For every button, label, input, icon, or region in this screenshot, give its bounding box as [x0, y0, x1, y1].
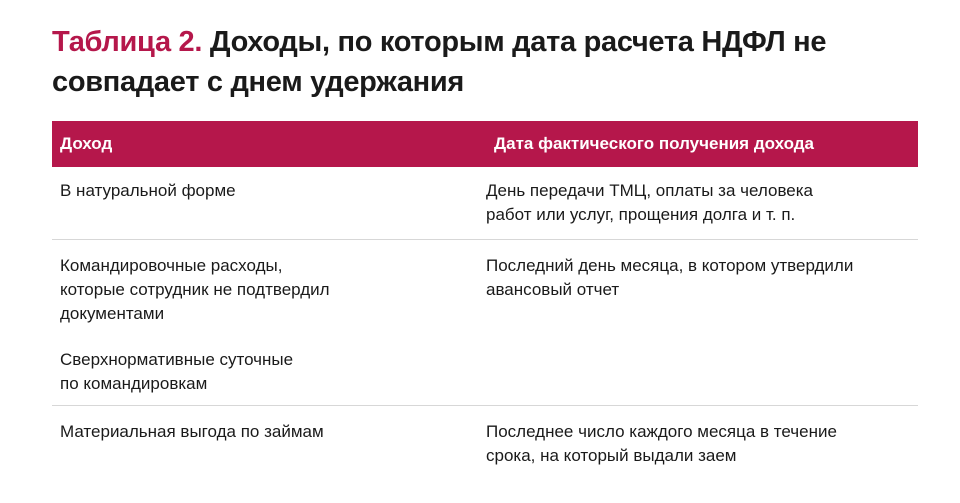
income-table: [52, 121, 918, 470]
table-row: [52, 167, 918, 240]
income-cell: [52, 420, 486, 470]
income-cell: [52, 179, 486, 239]
date-cell: Последний день месяца, в котором утвердили авансовый отчет: [486, 256, 854, 299]
income-cell: [52, 254, 486, 405]
paragraph-gap: [60, 326, 486, 348]
table-title: [52, 22, 932, 102]
income-text: Сверхнормативные суточные по командировкам: [60, 350, 294, 393]
table-title-text: Доходы, по которым дата расчета НДФЛ не совпадает с днем удержания: [52, 26, 827, 98]
date-cell: День передачи ТМЦ, оплаты за человека работ или услуг, прощения долга и т. п.: [486, 181, 814, 224]
table-number: Таблица 2.: [52, 26, 203, 58]
income-text: Командировочные расходы, которые сотрудник не подтвердил документами: [60, 256, 330, 323]
header-date: Дата фактического получения дохода: [494, 134, 815, 153]
income-text: Материальная выгода по займам: [60, 422, 324, 441]
income-text: В натуральной форме: [60, 181, 236, 200]
date-cell: Последнее число каждого месяца в течение срока, на который выдали заем: [486, 422, 837, 465]
table-header: [52, 121, 918, 167]
table-row: [52, 406, 918, 470]
header-income: Доход: [60, 134, 113, 153]
table-row: [52, 240, 918, 406]
